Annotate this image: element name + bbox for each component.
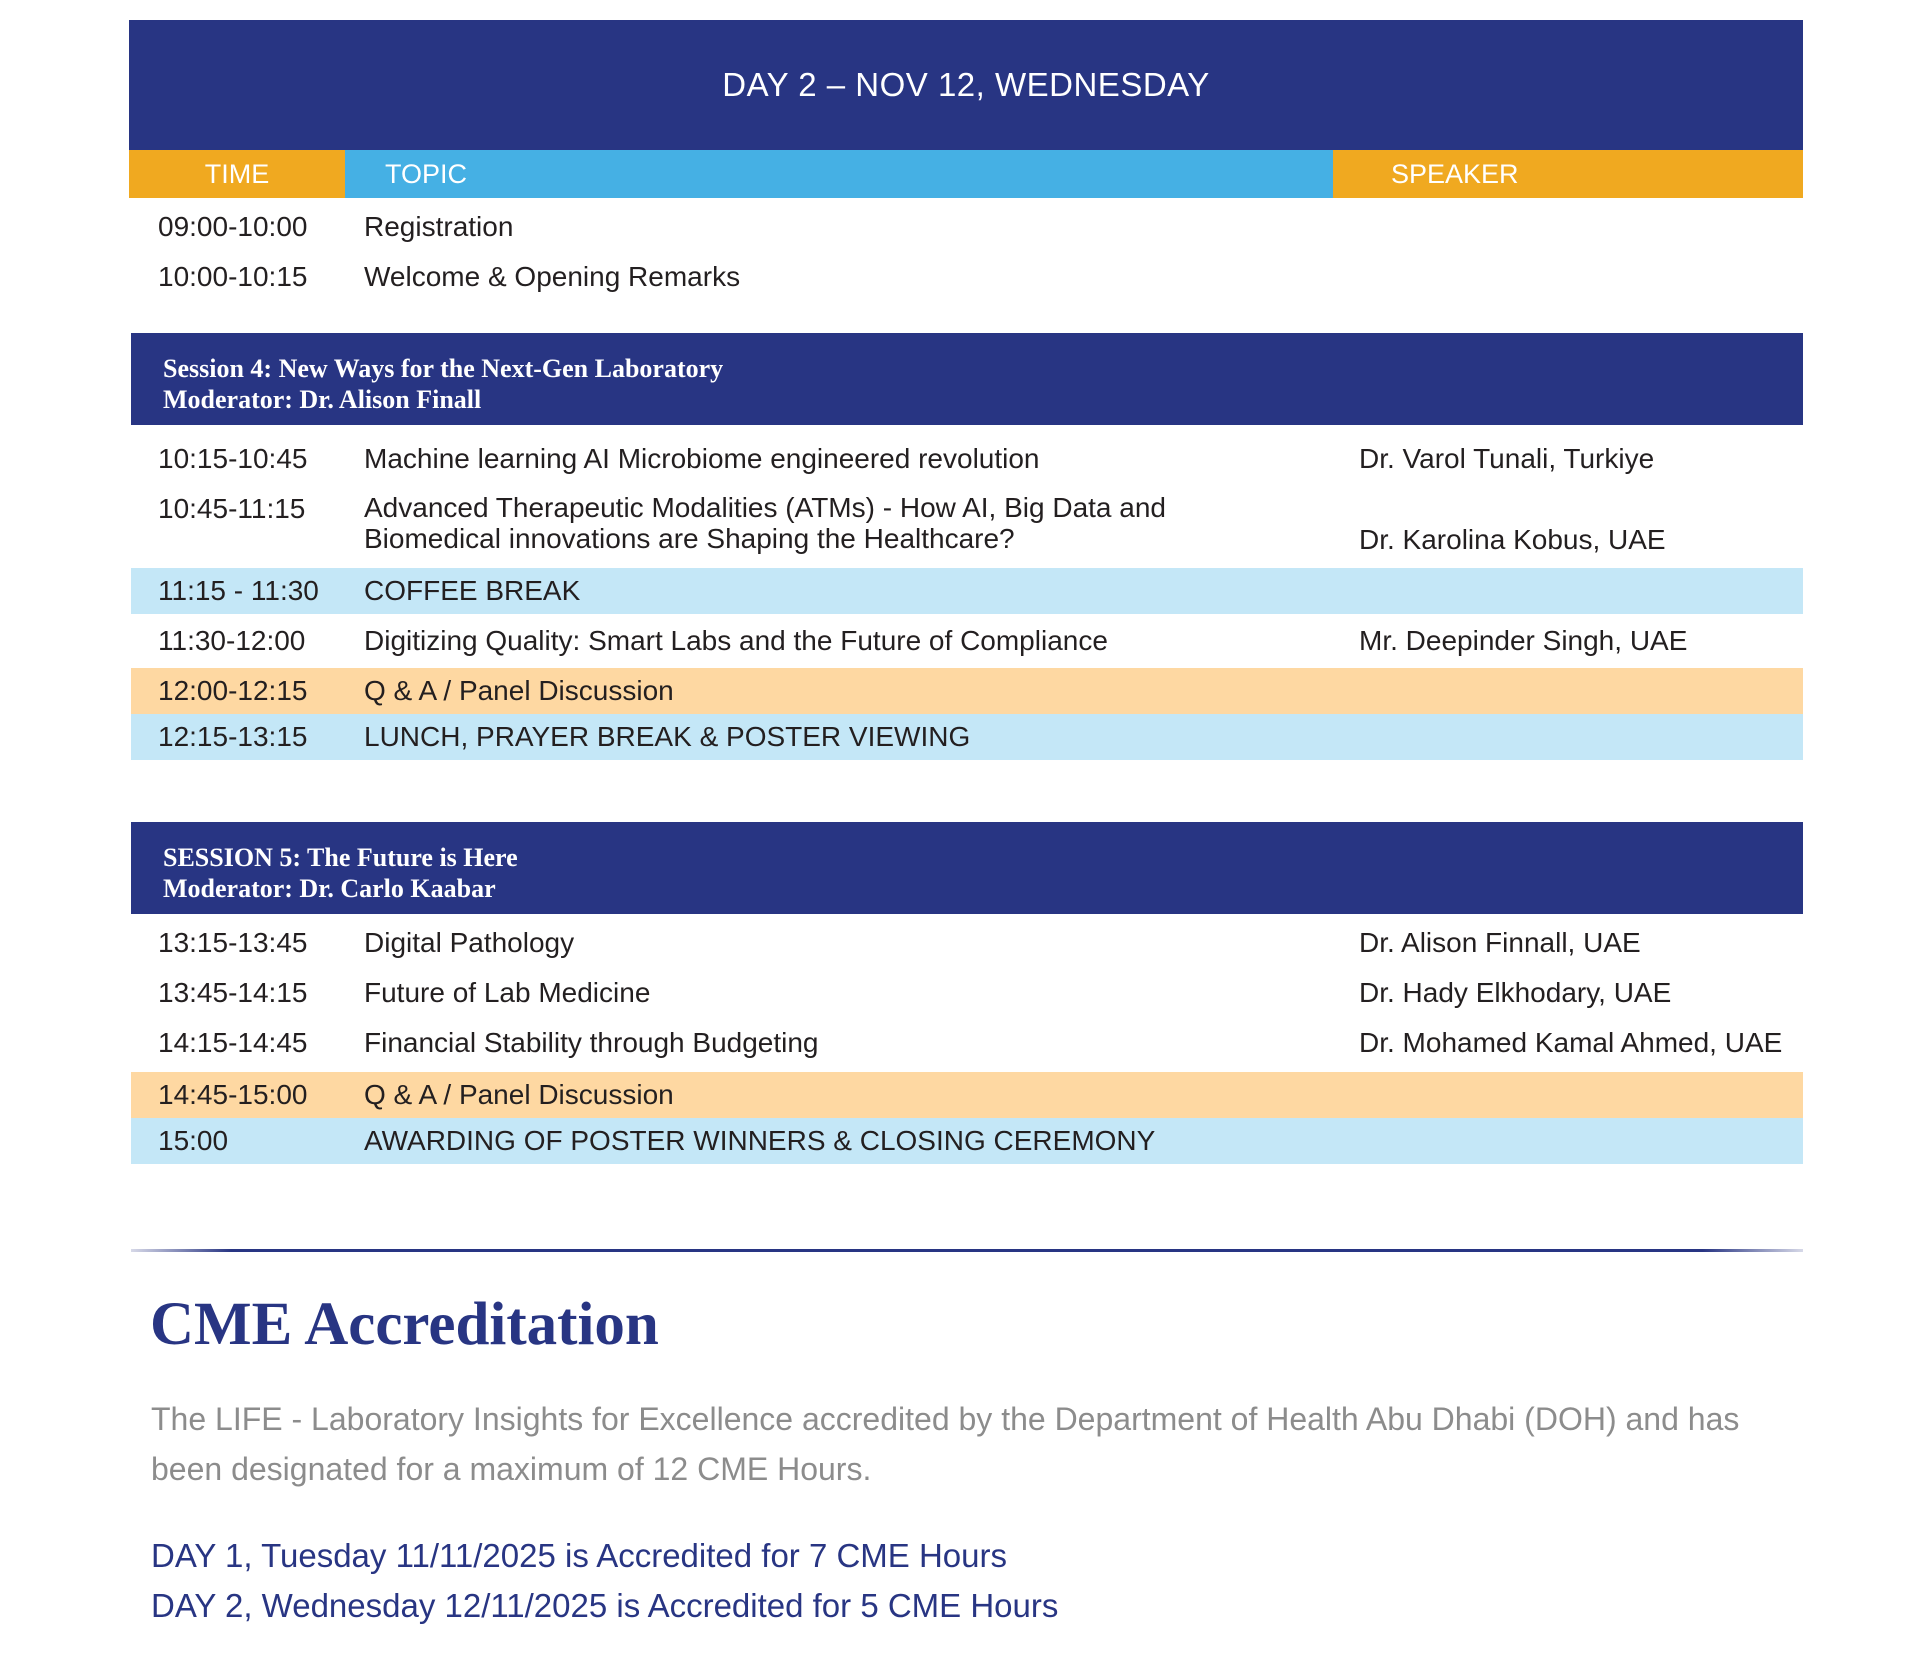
row-time: 11:15 - 11:30 xyxy=(158,575,319,606)
row-speaker: Mr. Deepinder Singh, UAE xyxy=(1359,625,1688,656)
row-time: 13:15-13:45 xyxy=(158,927,308,958)
agenda-row-break xyxy=(131,568,1803,614)
column-header-topic: TOPIC xyxy=(345,150,1333,198)
row-topic: Welcome & Opening Remarks xyxy=(364,261,741,292)
row-speaker: Dr. Hady Elkhodary, UAE xyxy=(1359,977,1672,1008)
agenda-row-break xyxy=(131,714,1803,760)
cme-description: The LIFE - Laboratory Insights for Excellence accredited by the Department of Health Abu Dhabi (DOH) and has been designated for a maximum of 12 CME Hours. xyxy=(151,1401,1740,1487)
row-topic: AWARDING OF POSTER WINNERS & CLOSING CEREMONY xyxy=(364,1125,1156,1156)
row-time: 15:00 xyxy=(158,1125,229,1156)
session-moderator: Moderator: Dr. Carlo Kaabar xyxy=(163,874,496,903)
row-topic: Machine learning AI Microbiome engineered revolution xyxy=(364,443,1040,474)
agenda-row xyxy=(131,436,1803,482)
row-time: 14:15-14:45 xyxy=(158,1027,308,1058)
agenda-row xyxy=(131,970,1803,1016)
row-topic: Digital Pathology xyxy=(364,927,575,958)
row-time: 11:30-12:00 xyxy=(158,625,306,656)
row-time: 10:45-11:15 xyxy=(158,493,306,524)
agenda-row xyxy=(131,920,1803,966)
session-5-header xyxy=(131,822,1803,914)
agenda-row xyxy=(131,618,1803,664)
row-topic: Registration xyxy=(364,211,514,242)
session-4-header xyxy=(131,333,1803,425)
agenda-row-closing xyxy=(131,1118,1803,1164)
day-header: DAY 2 – NOV 12, WEDNESDAY xyxy=(129,20,1803,150)
cme-day-2: DAY 2, Wednesday 12/11/2025 is Accredited for 5 CME Hours xyxy=(151,1587,1059,1624)
row-time: 10:15-10:45 xyxy=(158,443,308,474)
cme-title: CME Accreditation xyxy=(150,1291,659,1358)
row-topic: Advanced Therapeutic Modalities (ATMs) - How AI, Big Data and Biomedical innovations are Shaping the Healthcare? xyxy=(364,492,1166,554)
row-time: 13:45-14:15 xyxy=(158,977,308,1008)
agenda-row xyxy=(131,486,1803,568)
row-speaker: Dr. Karolina Kobus, UAE xyxy=(1359,524,1666,555)
agenda-row xyxy=(131,204,1803,250)
row-time: 12:15-13:15 xyxy=(158,721,308,752)
cme-day-1: DAY 1, Tuesday 11/11/2025 is Accredited for 7 CME Hours xyxy=(151,1537,1008,1574)
row-topic: Q & A / Panel Discussion xyxy=(364,675,674,706)
row-time: 10:00-10:15 xyxy=(158,261,308,292)
row-speaker: Dr. Mohamed Kamal Ahmed, UAE xyxy=(1359,1027,1783,1058)
row-topic: Digitizing Quality: Smart Labs and the Future of Compliance xyxy=(364,625,1108,656)
row-topic: Future of Lab Medicine xyxy=(364,977,651,1008)
agenda-row-panel xyxy=(131,1072,1803,1118)
row-topic: LUNCH, PRAYER BREAK & POSTER VIEWING xyxy=(364,721,971,752)
row-topic: COFFEE BREAK xyxy=(364,575,581,606)
session-moderator: Moderator: Dr. Alison Finall xyxy=(163,385,482,414)
row-time: 12:00-12:15 xyxy=(158,675,308,706)
agenda-row xyxy=(131,254,1803,300)
row-time: 14:45-15:00 xyxy=(158,1079,308,1110)
session-title: Session 4: New Ways for the Next-Gen Laboratory xyxy=(163,354,724,383)
row-topic: Financial Stability through Budgeting xyxy=(364,1027,819,1058)
agenda-row xyxy=(131,1020,1803,1066)
row-speaker: Dr. Alison Finnall, UAE xyxy=(1359,927,1641,958)
column-header-speaker: SPEAKER xyxy=(1333,150,1803,198)
agenda-row-panel xyxy=(131,668,1803,714)
session-title: SESSION 5: The Future is Here xyxy=(163,843,518,872)
row-topic: Q & A / Panel Discussion xyxy=(364,1079,674,1110)
row-speaker: Dr. Varol Tunali, Turkiye xyxy=(1359,443,1655,474)
row-time: 09:00-10:00 xyxy=(158,211,308,242)
column-header-time: TIME xyxy=(129,150,345,198)
section-divider xyxy=(131,1249,1803,1252)
